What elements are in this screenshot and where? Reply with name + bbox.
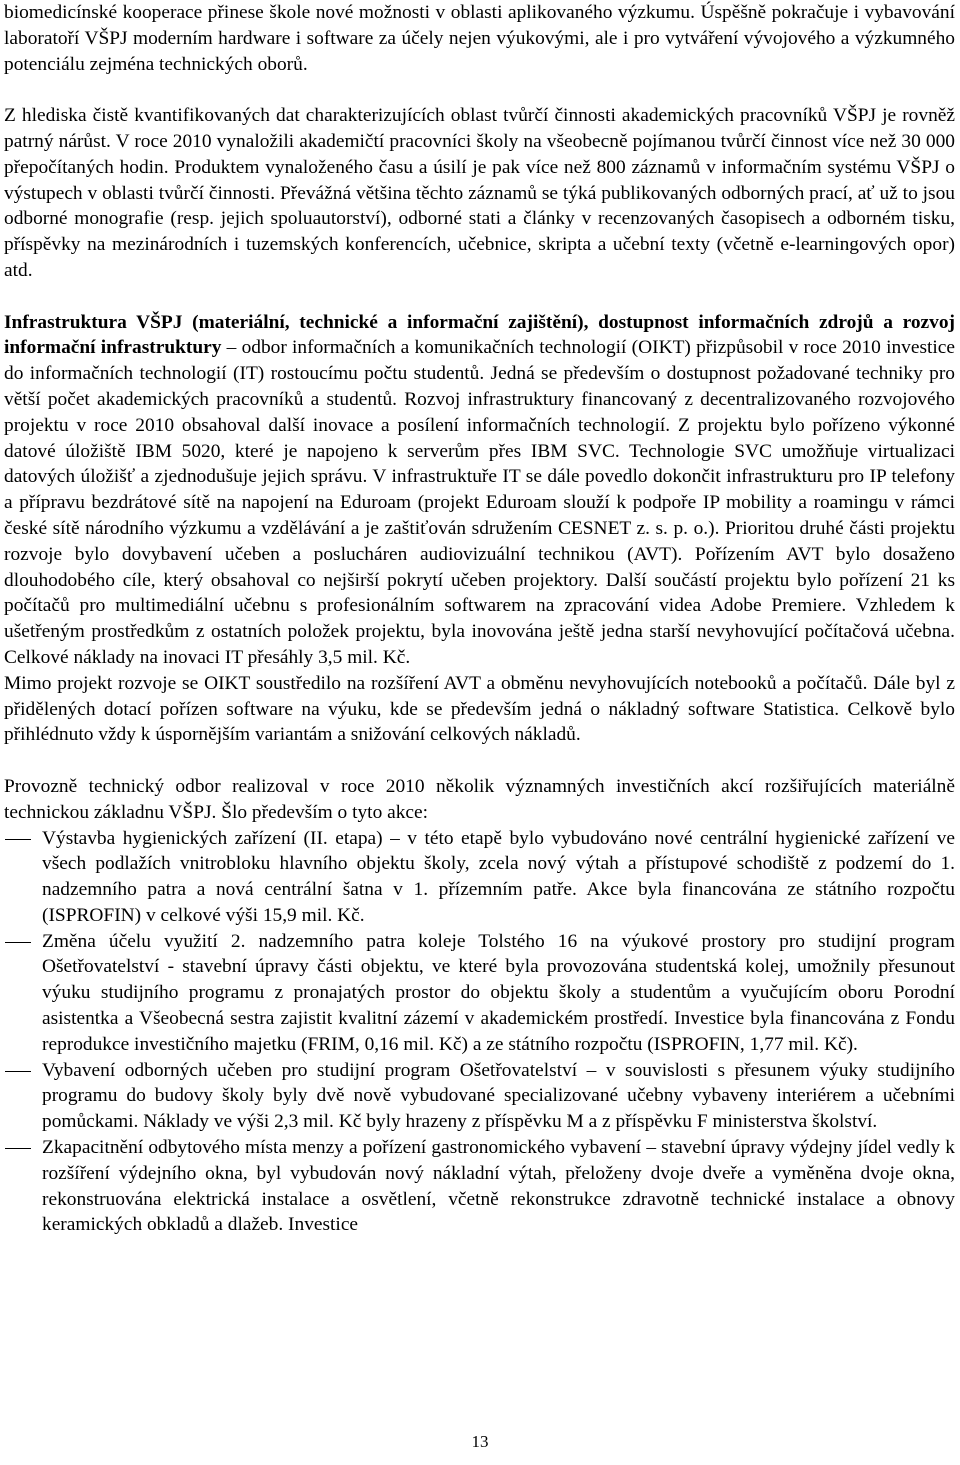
page-number: 13 [471,1432,489,1451]
paragraph-gap [4,77,955,103]
list-item-text: Zkapacitnění odbytového místa menzy a pořízení gastronomického vybavení – stavební úpravy výdejny jídel vedly k rozšíření výdejního okna, byl vybudován nový nákladní výtah, přeloženy dvoje dveře a vyměněna dvoje okna, rekonstruována elektrická instalace a osvětlení, včetně rekonstrukce zdravotně technické instalace a obnovy keramických obkladů a dlažeb. Investice [42,1137,955,1236]
list-item-text: Vybavení odborných učeben pro studijní program Ošetřovatelství – v souvislosti s přesunem výuky studijního programu do budovy školy byly dvě nově vybudované specializované učebny vybaveny interiérem a učebními pomůckami. Náklady ve výši 2,3 mil. Kč byly hrazeny z příspěvku M a z příspěvku F ministerstva školství. [42,1059,955,1133]
paragraph-investments: Provozně technický odbor realizoval v roce 2010 několik významných investičních akcí rozšiřujících materiálně technickou základnu VŠPJ. Šlo především o tyto akce: [4,775,955,823]
document-page [4,0,955,1238]
paragraph-oikt: Mimo projekt rozvoje se OIKT soustředilo na rozšíření AVT a obměnu nevyhovujících notebooků a počítačů. Dále byl z přidělených dotací pořízen software na výuku, kde se především jedná o nákladný software Statistica. Celkově bylo přihlédnuto vždy k úspornějším variantám a snižování celkových nákladů. [4,672,955,746]
list-item-text: Změna účelu využití 2. nadzemního patra koleje Tolstého 16 na výukové prostory pro studijní program Ošetřovatelství - stavební úpravy části objektu, ve které byla provozována studentská kolej, umožnily přesunout výuku studijního programu z pronajatých prostor do objektu školy a studentům a vyučujícím oboru Porodní asistentka a Všeobecná sestra zajistit kvalitní zázemí v akademickém prostředí. Investice byla financována z Fondu reprodukce investičního majetku (FRIM, 0,16 mil. Kč) a ze státního rozpočtu (ISPROFIN, 1,77 mil. Kč). [42,930,955,1055]
infrastructure-heading: Infrastruktura VŠPJ (materiální, technické a informační zajištění), dostupnost informačních zdrojů a rozvoj informační infrastruktury [4,311,955,359]
list-item [4,826,955,929]
list-item [4,929,955,1058]
paragraph-intro: biomedicínské kooperace přinese škole nové možnosti v oblasti aplikovaného výzkumu. Úspěšně pokračuje i vybavování laboratoří VŠPJ moderním hardware i software za účely nejen výukovými, ale i pro vytváření vývojového a výzkumného potenciálu zejména technických oborů. [4,2,955,75]
paragraph-gap [4,748,955,774]
paragraph-gap [4,284,955,310]
paragraph-creative-activity: Z hlediska čistě kvantifikovaných dat charakterizujících oblast tvůrčí činnosti akademických pracovníků VŠPJ je rovněž patrný nárůst. V roce 2010 vynaložili akademičtí pracovníci školy na všeobecně pojímanou tvůrčí činnost více než 30 000 přepočítaných hodin. Produktem vynaloženého času a úsilí je pak více než 800 záznamů v informačním systému VŠPJ o výstupech v oblasti tvůrčí činnosti. Převážná většina těchto záznamů se týká publikovaných odborných prací, ať už to jsou odborné monografie (resp. jejich spoluautorství), odborné stati a články v recenzovaných časopisech a odborném tisku, příspěvky na mezinárodních i tuzemských konferencích, učebnice, skripta a učební texty (včetně e-learningových opor) atd. [4,105,955,281]
list-item-text: Výstavba hygienických zařízení (II. etapa) – v této etapě bylo vybudováno nové centrální hygienické zařízení ve všech podlažích vnitrobloku hlavního objektu školy, zcela nový výtah a přístupové schodiště z podzemí do 1. nadzemního patra a nová centrální šatna v 1. přízemním patře. Akce byla financována ze státního rozpočtu (ISPROFIN) v celkové výši 15,9 mil. Kč. [42,827,955,926]
list-item [4,1058,955,1135]
investment-list [4,826,955,1239]
paragraph-infrastructure [4,310,955,671]
list-item [4,1135,955,1238]
infrastructure-text: – odbor informačních a komunikačních technologií (OIKT) přizpůsobil v roce 2010 investice do informačních technologií (IT) rostoucímu počtu studentů. Jedná se především o dostupnost požadované techniky pro větší počet akademických pracovníků a studentů. Rozvoj infrastruktury financovaný z decentralizovaného rozvojového projektu v roce 2010 obsahoval další inovace a posílení informačních technologií. Z projektu bylo pořízeno výkonné datové úložiště IBM 5020, které je napojeno k serverům přes IBM SVC. Technologie SVC umožňuje virtualizaci datových úložišť a zjednodušuje jejich správu. V infrastruktuře IT se dále povedlo dokončit infrastrukturu pro IP telefony a přípravu bezdrátové sítě na napojení na Eduroam (projekt Eduroam slouží k podpoře IP mobility a roamingu v rámci české sítě národního výzkumu a vzdělávání a je zaštiťován sdružením CESNET z. s. p. o.). Prioritou druhé části projektu rozvoje bylo dovybavení učeben a poslucháren audiovizuální technikou (AVT). Pořízením AVT bylo dosaženo dlouhodobého cíle, který obsahoval co nejširší pokrytí učeben projektory. Další součástí projektu bylo pořízení 21 ks počítačů pro multimediální učebnu s profesionálním softwarem na zpracování videa Adobe Premiere. Vzhledem k ušetřeným prostředkům z ostatních položek projektu, byla inovována ještě jedna starší nevyhovující počítačová učebna. Celkové náklady na inovaci IT přesáhly 3,5 mil. Kč. [4,337,955,668]
